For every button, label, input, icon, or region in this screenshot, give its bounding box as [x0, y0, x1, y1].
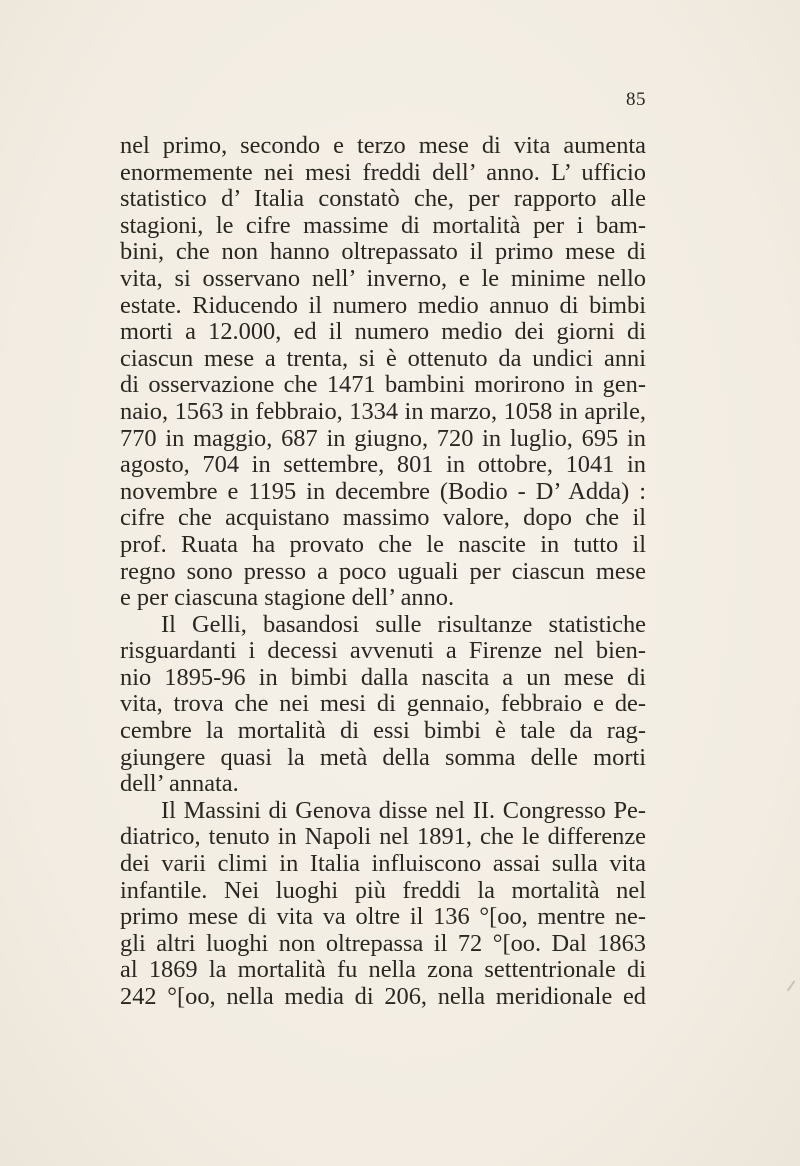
text-line: statistico d’ Italia constatò che, per rapporto alle [120, 185, 646, 213]
text-line: regno sono presso a poco uguali per ciascun mese [120, 557, 646, 585]
text-line: novembre e 1195 in decembre (Bodio - D’ Adda) : [120, 477, 646, 505]
text-line: 770 in maggio, 687 in giugno, 720 in luglio, 695 in [120, 424, 646, 452]
text-line: gli altri luoghi non oltrepassa il 72 °[oo. Dal 1863 [120, 929, 646, 957]
text-line: estate. Riducendo il numero medio annuo di bimbi [120, 291, 646, 319]
page-number: 85 [626, 89, 646, 110]
text-line: morti a 12.000, ed il numero medio dei giorni di [120, 318, 646, 346]
text-line: infantile. Nei luoghi più freddi la mortalità nel [120, 876, 646, 904]
text-line: naio, 1563 in febbraio, 1334 in marzo, 1058 in aprile, [120, 397, 646, 425]
text-line: bini, che non hanno oltrepassato il primo mese di [120, 238, 646, 266]
text-line: vita, trova che nei mesi di gennaio, febbraio e de- [120, 690, 646, 718]
text-line: agosto, 704 in settembre, 801 in ottobre, 1041 in [120, 451, 646, 479]
text-line: cifre che acquistano massimo valore, dopo che il [120, 504, 646, 532]
text-line: dell’ annata. [120, 770, 239, 798]
text-line: risguardanti i decessi avvenuti a Firenze nel bien- [120, 637, 646, 665]
text-line: Il Massini di Genova disse nel II. Congresso Pe- [161, 796, 646, 824]
text-line: al 1869 la mortalità fu nella zona settentrionale di [120, 956, 646, 984]
text-line: prof. Ruata ha provato che le nascite in tutto il [120, 530, 646, 558]
text-line: di osservazione che 1471 bambini morirono in gen- [120, 371, 646, 399]
text-line: stagioni, le cifre massime di mortalità per i bam- [120, 211, 646, 239]
text-line: ciascun mese a trenta, si è ottenuto da undici anni [120, 344, 646, 372]
text-line: nio 1895-96 in bimbi dalla nascita a un mese di [120, 663, 646, 691]
body-text [120, 133, 646, 1011]
text-line: cembre la mortalità di essi bimbi è tale da rag- [120, 717, 646, 745]
text-line: primo mese di vita va oltre il 136 °[oo, mentre ne- [120, 903, 646, 931]
text-line: nel primo, secondo e terzo mese di vita aumenta [120, 132, 646, 159]
text-line: diatrico, tenuto in Napoli nel 1891, che le differenze [120, 823, 646, 851]
text-line: enormemente nei mesi freddi dell’ anno. L’ ufficio [120, 158, 646, 186]
text-line: 242 °[oo, nella media di 206, nella meridionale ed [120, 983, 646, 1010]
text-line: vita, si osservano nell’ inverno, e le minime nello [120, 264, 646, 292]
text-line: e per ciascuna stagione dell’ anno. [120, 584, 455, 612]
text-line: dei varii climi in Italia influiscono assai sulla vita [120, 850, 646, 878]
text-line: Il Gelli, basandosi sulle risultanze statistiche [161, 610, 646, 638]
paper-mark [787, 981, 796, 992]
text-line: giungere quasi la metà della somma delle morti [120, 743, 646, 771]
